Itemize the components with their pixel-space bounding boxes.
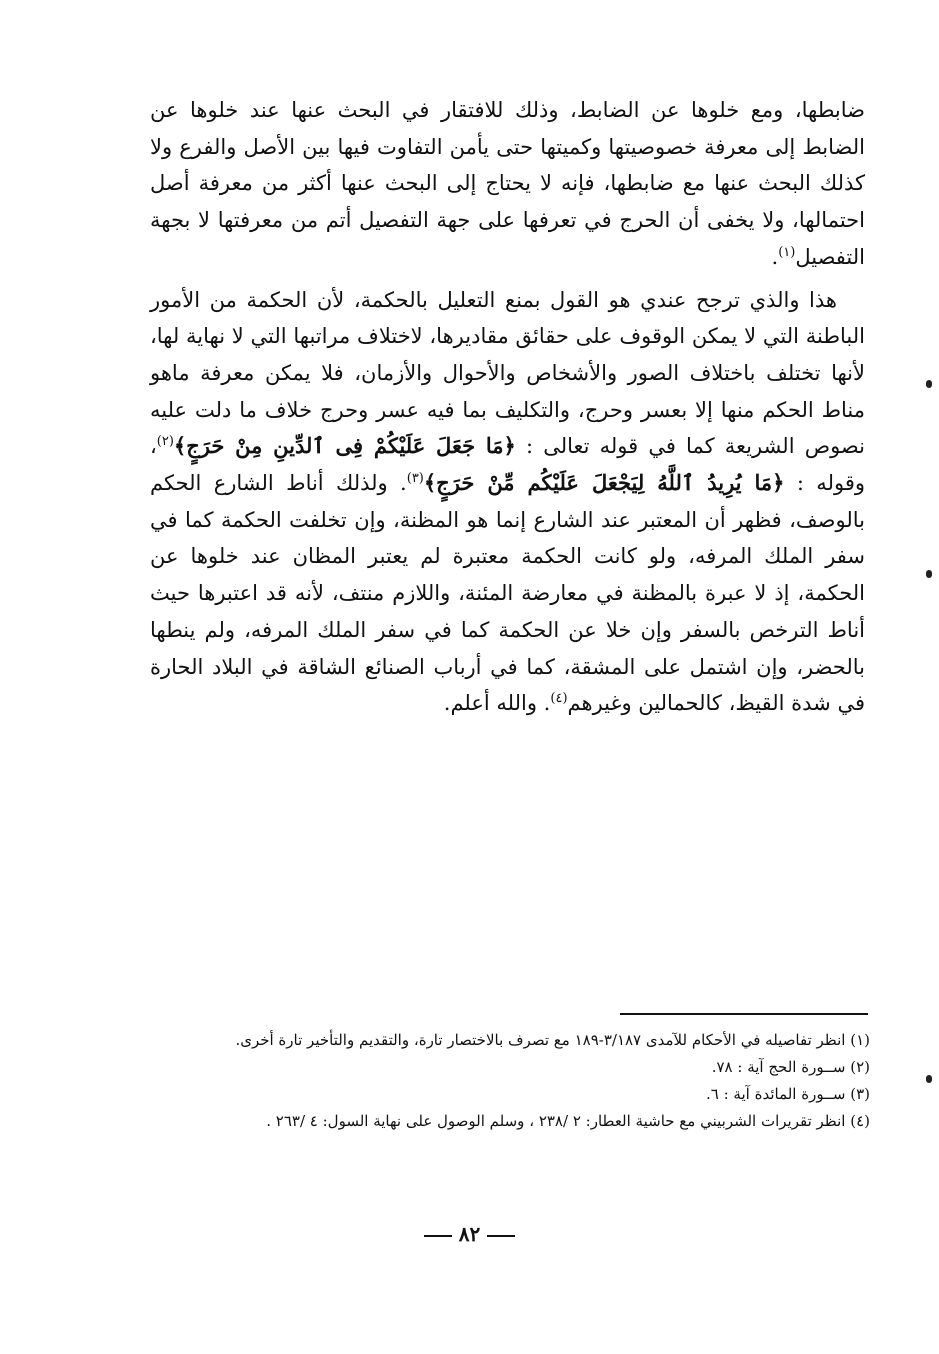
footnote-ref-1: (١) bbox=[778, 244, 796, 260]
page-number-value: ٨٢ bbox=[458, 1222, 481, 1246]
footnotes bbox=[150, 1027, 870, 1135]
paragraph-1-end: . bbox=[771, 244, 779, 269]
paragraph-1-text: ضابطها، ومع خلوها عن الضابط، وذلك للافتقار في البحث عنها عند خلوها عن الضابط إلى معرفة خصوصيتها وكميتها حتى يأمن التفاوت فيها بين الأصل والفرع ولا كذلك البحث عنها مع ضابطها، فإنه لا يحتاج إلى البحث عنها أكثر من معرفة أصل احتمالها، ولا يخفى أن الحرج في تعرفها على جهة التفصيل أتم من معرفتها لا بجهة التفصيل bbox=[150, 98, 865, 269]
paragraph-1 bbox=[150, 92, 865, 276]
footnote-2: (٢) ســورة الحج آية : ٧٨. bbox=[711, 1058, 870, 1076]
scan-mark bbox=[926, 1075, 932, 1083]
scan-mark bbox=[926, 380, 932, 388]
paragraph-2-text-b: ، وقوله : bbox=[150, 434, 865, 496]
footnote-4: (٤) انظر تقريرات الشربيني مع حاشية العطار: ٢ /٢٣٨ ، وسلم الوصول على نهاية السول: ٤ /٢٦٣ . bbox=[266, 1112, 870, 1130]
paragraph-2-text-a: هذا والذي ترجح عندي هو القول بمنع التعليل بالحكمة، لأن الحكمة من الأمور الباطنة التي لا يمكن الوقوف على حقائق مقاديرها، لاختلاف مراتبها التي لا نهاية لها، لأنها تختلف باختلاف الصور والأشخاص والأحوال والأزمان، فلا يمكن معرفة ماهو مناط الحكم منها إلا بعسر وحرج، والتكليف بما فيه عسر وحرج خلاف ما دلت عليه نصوص الشريعة كما في قوله تعالى : bbox=[150, 287, 865, 459]
footnote-divider bbox=[620, 1013, 868, 1015]
quran-verse-2: ﴿مَا يُرِيدُ ٱللَّهُ لِيَجْعَلَ عَلَيْكُم مِّنْ حَرَجٍ﴾ bbox=[423, 470, 785, 496]
page-number bbox=[0, 1222, 939, 1246]
footnote-ref-2: (٢) bbox=[156, 434, 174, 450]
quran-verse-1: ﴿مَا جَعَلَ عَلَيْكُمْ فِى ٱلدِّينِ مِنْ حَرَجٍ﴾ bbox=[173, 433, 516, 459]
paragraph-2 bbox=[150, 282, 865, 722]
body-text bbox=[150, 92, 865, 722]
footnote-ref-4: (٤) bbox=[550, 691, 568, 707]
page-number-dash-right bbox=[487, 1235, 515, 1237]
page-number-dash-left bbox=[424, 1235, 452, 1237]
paragraph-2-text-c: . ولذلك أناط الشارع الحكم بالوصف، فظهر أن المعتبر عند الشارع إنما هو المظنة، وإن تخلفت الحكمة كما في سفر الملك المرفه، ولو كانت الحكمة معتبرة لم يعتبر المظان عند خلوها عن الحكمة، إذ لا عبرة بالمظنة في معارضة المئنة، واللازم منتف، لأنه قد اعتبرها حيث أناط الترخص بالسفر وإن خلا عن الحكمة كما في سفر الملك المرفه، ولم ينطها بالحضر، وإن اشتمل على المشقة، كما في أرباب الصنائع الشاقة في البلاد الحارة في شدة القيظ، كالحمالين وغيرهم bbox=[150, 471, 865, 716]
paragraph-2-end: . والله أعلم. bbox=[443, 691, 551, 716]
footnote-ref-3: (٣) bbox=[406, 471, 424, 487]
scan-mark bbox=[926, 570, 932, 578]
footnote-1: (١) انظر تفاصيله في الأحكام للآمدى ٣/١٨٧-١٨٩ مع تصرف بالاختصار تارة، والتقديم والتأخير تارة أخرى. bbox=[235, 1031, 870, 1049]
footnote-3: (٣) ســورة المائدة آية : ٦. bbox=[706, 1085, 870, 1103]
